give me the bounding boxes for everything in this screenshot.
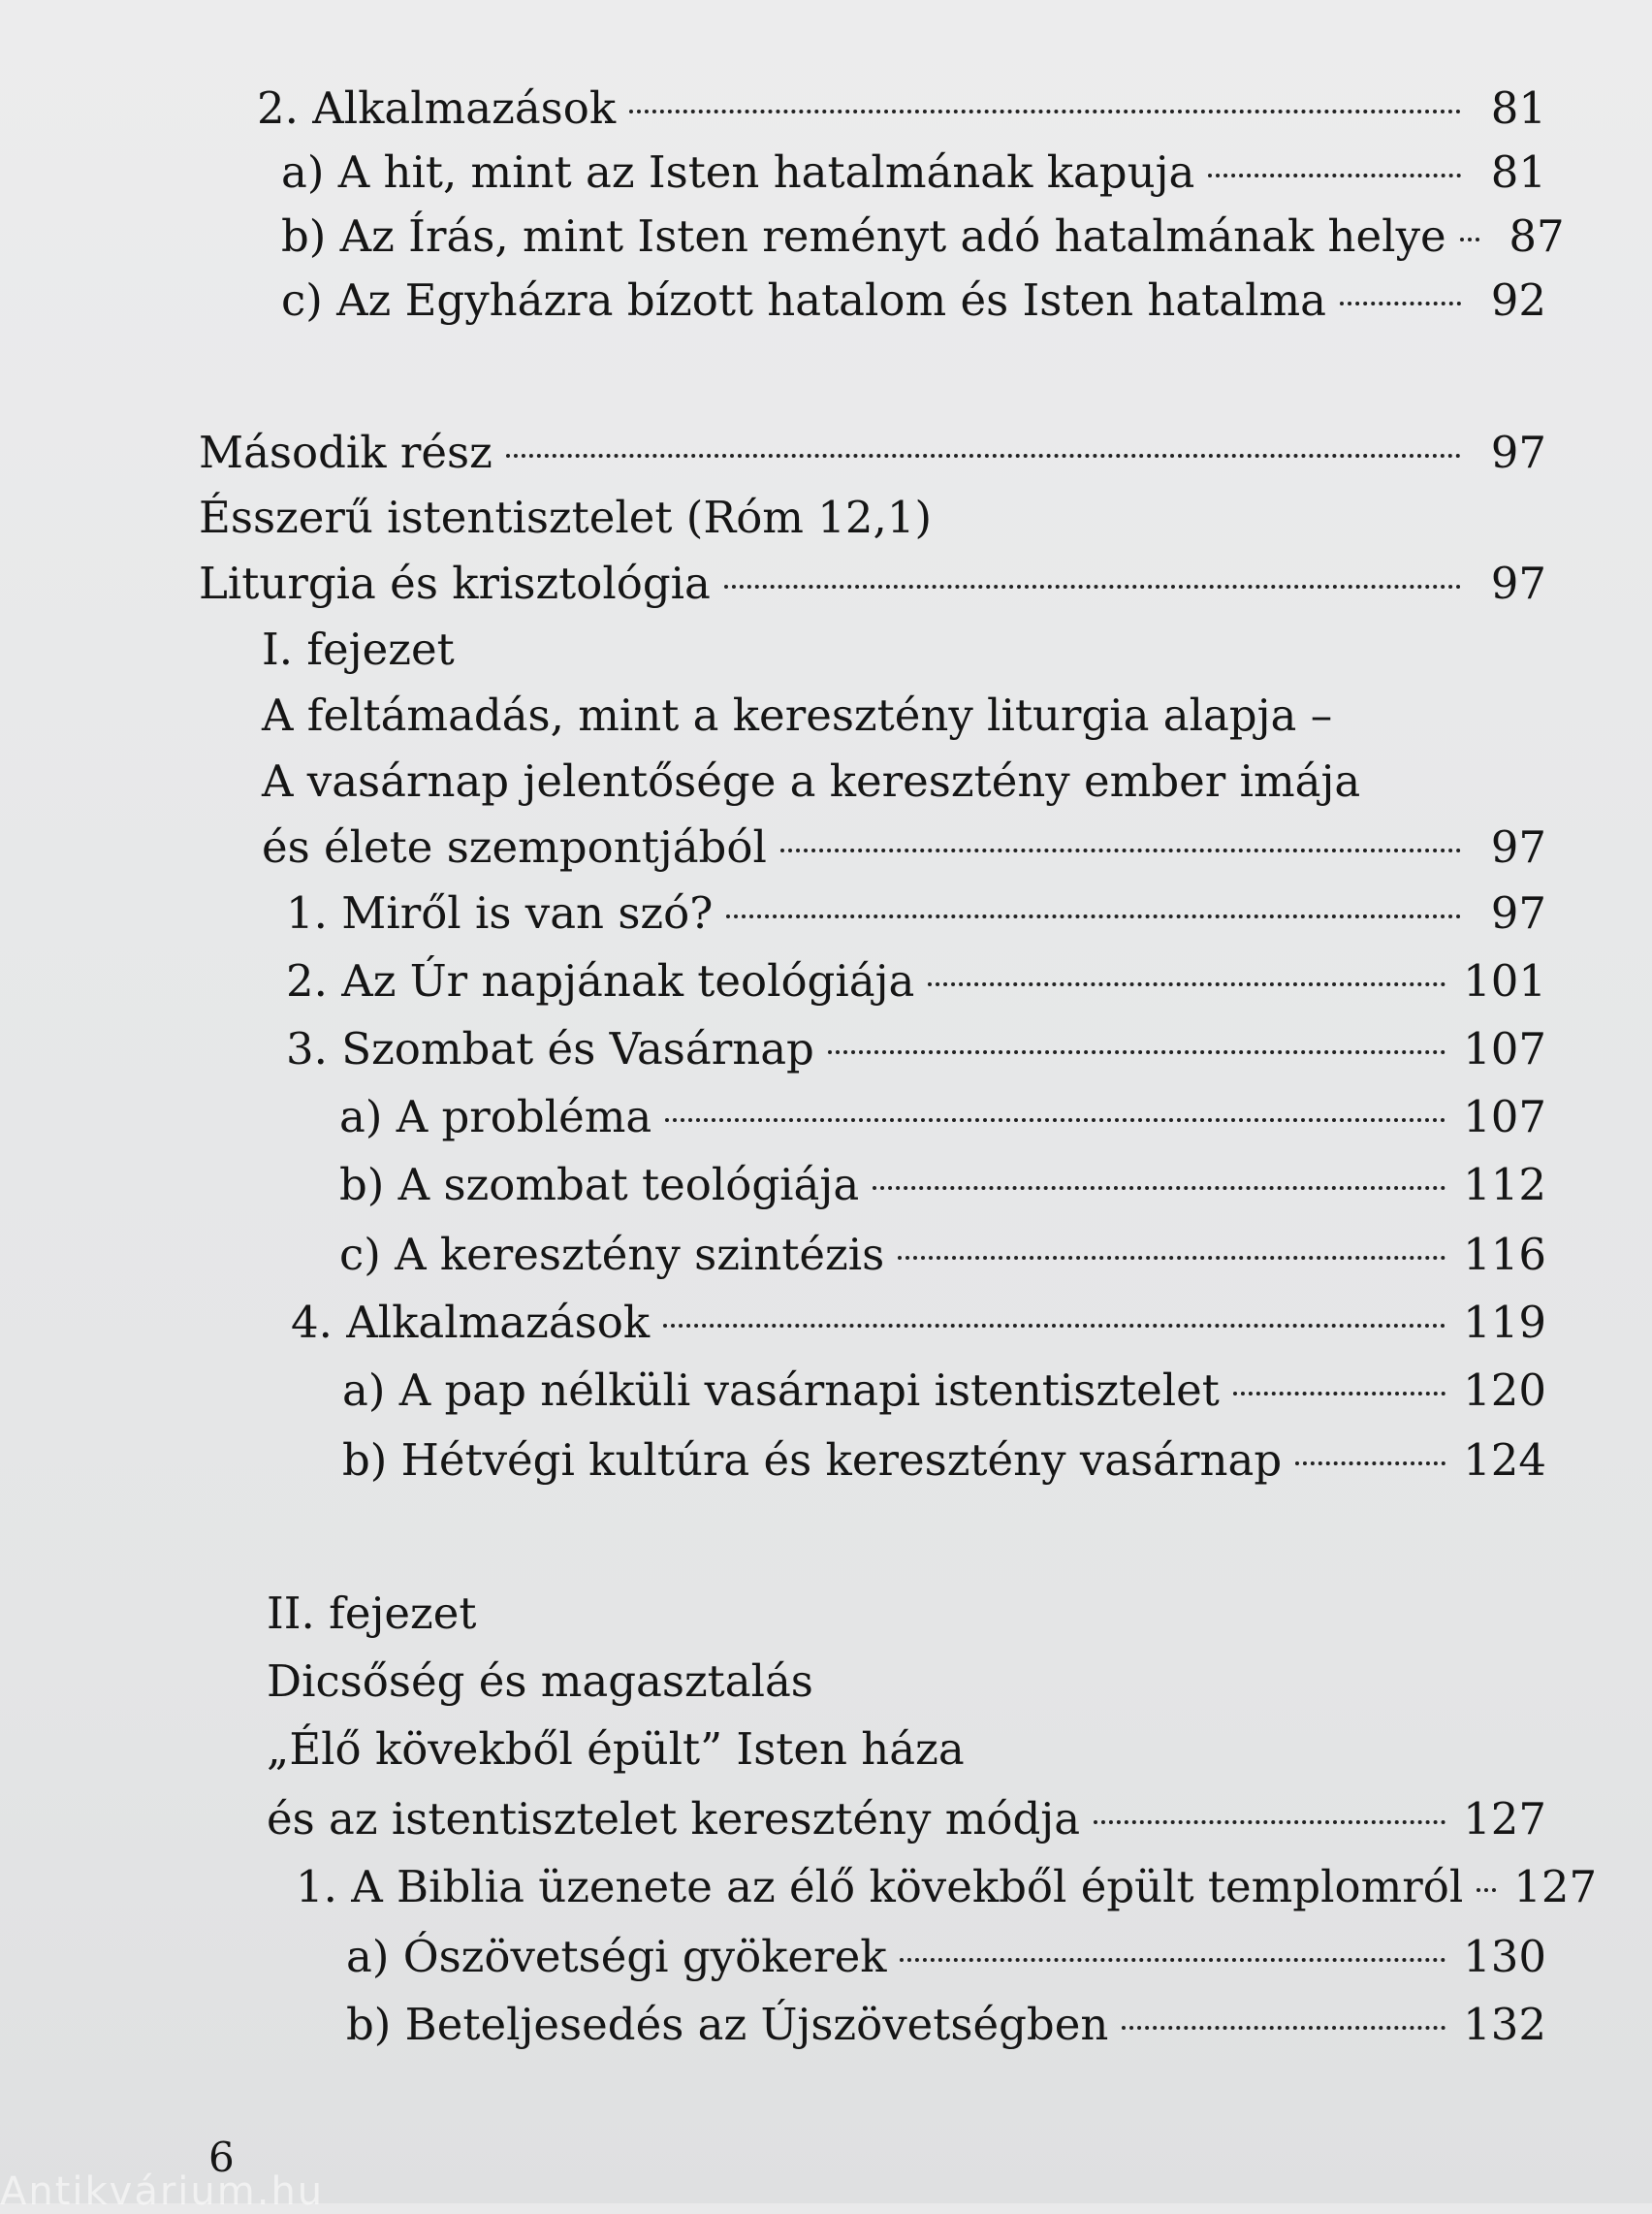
toc-heading: Ésszerű istentisztelet (Róm 12,1)	[199, 492, 933, 543]
toc-page-number: 97	[1490, 887, 1546, 939]
toc-entry-text: és az istentisztelet keresztény módja	[267, 1793, 1081, 1845]
toc-page-number: 116	[1463, 1229, 1546, 1280]
toc-entry-text: és élete szempontjából	[262, 821, 767, 873]
dot-leader	[898, 1256, 1446, 1260]
dot-leader	[900, 1958, 1446, 1962]
toc-page-number: 132	[1463, 1999, 1546, 2050]
toc-entry-text: a) A hit, mint az Isten hatalmának kapuja	[281, 146, 1195, 198]
toc-entry	[281, 206, 1565, 268]
dot-leader	[663, 1324, 1446, 1328]
toc-entry-text: Liturgia és krisztológia	[199, 558, 711, 609]
toc-page-number: 87	[1509, 210, 1565, 262]
toc-heading: Dicsőség és magasztalás	[267, 1655, 813, 1707]
dot-leader	[1094, 1820, 1446, 1824]
toc-entry-text: 2. Alkalmazások	[257, 82, 617, 134]
toc-entry	[339, 1154, 1546, 1216]
dot-leader	[780, 849, 1461, 852]
toc-page-number: 81	[1490, 82, 1546, 134]
toc-heading: II. fejezet	[267, 1588, 477, 1639]
toc-entry	[346, 1994, 1546, 2056]
toc-entry	[339, 1086, 1546, 1148]
toc-page-number: 107	[1463, 1091, 1546, 1142]
dot-leader	[1122, 2026, 1446, 2030]
toc-entry-text: a) A pap nélküli vasárnapi istentisztelet	[342, 1364, 1220, 1416]
toc-entry-text: c) Az Egyházra bízott hatalom és Isten hatalma	[281, 274, 1326, 326]
toc-entry-text: c) A keresztény szintézis	[339, 1229, 885, 1280]
toc-heading: A vasárnap jelentősége a keresztény ember imája	[262, 755, 1361, 807]
toc-entry-text: b) Az Írás, mint Isten reményt adó hatalmának helye	[281, 210, 1446, 262]
toc-entry	[286, 882, 1546, 945]
toc-page-number: 97	[1490, 821, 1546, 873]
toc-page-number: 81	[1490, 146, 1546, 198]
dot-leader	[665, 1118, 1446, 1122]
dot-leader	[506, 454, 1461, 458]
dot-leader	[726, 914, 1461, 918]
toc-entry	[281, 270, 1546, 332]
toc-page-number: 120	[1463, 1364, 1546, 1416]
dot-leader	[629, 110, 1461, 113]
toc-entry	[342, 1360, 1546, 1422]
toc-entry	[199, 422, 1546, 484]
toc-page-number: 97	[1490, 558, 1546, 609]
toc-entry	[346, 1926, 1546, 1988]
toc-entry-text: b) Hétvégi kultúra és keresztény vasárnap	[342, 1434, 1283, 1486]
dot-leader	[1295, 1461, 1446, 1465]
toc-entry-text: 3. Szombat és Vasárnap	[286, 1023, 814, 1075]
dot-leader	[1208, 174, 1461, 177]
page-number: 6	[208, 2134, 235, 2181]
toc-heading: „Élő kövekből épült” Isten háza	[267, 1723, 965, 1775]
toc-page-number: 127	[1513, 1861, 1598, 1912]
toc-entry-text: 1. Miről is van szó?	[286, 887, 714, 939]
toc-entry-text: b) Beteljesedés az Újszövetségben	[346, 1999, 1109, 2050]
toc-entry-text: b) A szombat teológiája	[339, 1159, 860, 1210]
toc-entry	[199, 553, 1546, 615]
toc-page-number: 124	[1463, 1434, 1546, 1486]
toc-entry-text: 1. A Biblia üzenete az élő kövekből épült templomról	[296, 1861, 1464, 1912]
dot-leader	[928, 982, 1446, 986]
toc-entry	[267, 1788, 1546, 1850]
toc-page-number: 92	[1490, 274, 1546, 326]
toc-page-number: 119	[1463, 1297, 1546, 1348]
toc-entry	[286, 1018, 1546, 1080]
toc-heading: A feltámadás, mint a keresztény liturgia alapja –	[262, 690, 1333, 741]
toc-entry-text: a) Ószövetségi gyökerek	[346, 1931, 887, 1982]
dot-leader	[1340, 302, 1461, 305]
dot-leader	[873, 1186, 1446, 1190]
toc-entry	[296, 1856, 1598, 1918]
dot-leader	[1477, 1888, 1496, 1892]
toc-page-number: 107	[1463, 1023, 1546, 1075]
toc-entry-text: 4. Alkalmazások	[291, 1297, 651, 1348]
dot-leader	[1460, 238, 1479, 241]
toc-entry	[286, 950, 1546, 1012]
toc-entry	[291, 1292, 1546, 1354]
toc-heading: I. fejezet	[262, 624, 455, 675]
toc-entry	[339, 1224, 1546, 1286]
toc-entry	[262, 817, 1546, 879]
toc-entry	[257, 78, 1546, 140]
dot-leader	[1233, 1392, 1446, 1396]
toc-entry-text: 2. Az Úr napjának teológiája	[286, 955, 915, 1007]
toc-page-number: 112	[1463, 1159, 1546, 1210]
watermark: Antikvárium.hu	[0, 2169, 325, 2214]
dot-leader	[828, 1050, 1446, 1054]
toc-entry-text: a) A probléma	[339, 1091, 652, 1142]
toc-entry	[342, 1429, 1546, 1492]
toc-entry	[281, 142, 1546, 204]
toc-page-number: 101	[1463, 955, 1546, 1007]
toc-page-number: 127	[1463, 1793, 1546, 1845]
toc-page-number: 97	[1490, 427, 1546, 478]
toc-entry-text: Második rész	[199, 427, 492, 478]
toc-page-number: 130	[1463, 1931, 1546, 1982]
dot-leader	[724, 585, 1461, 589]
